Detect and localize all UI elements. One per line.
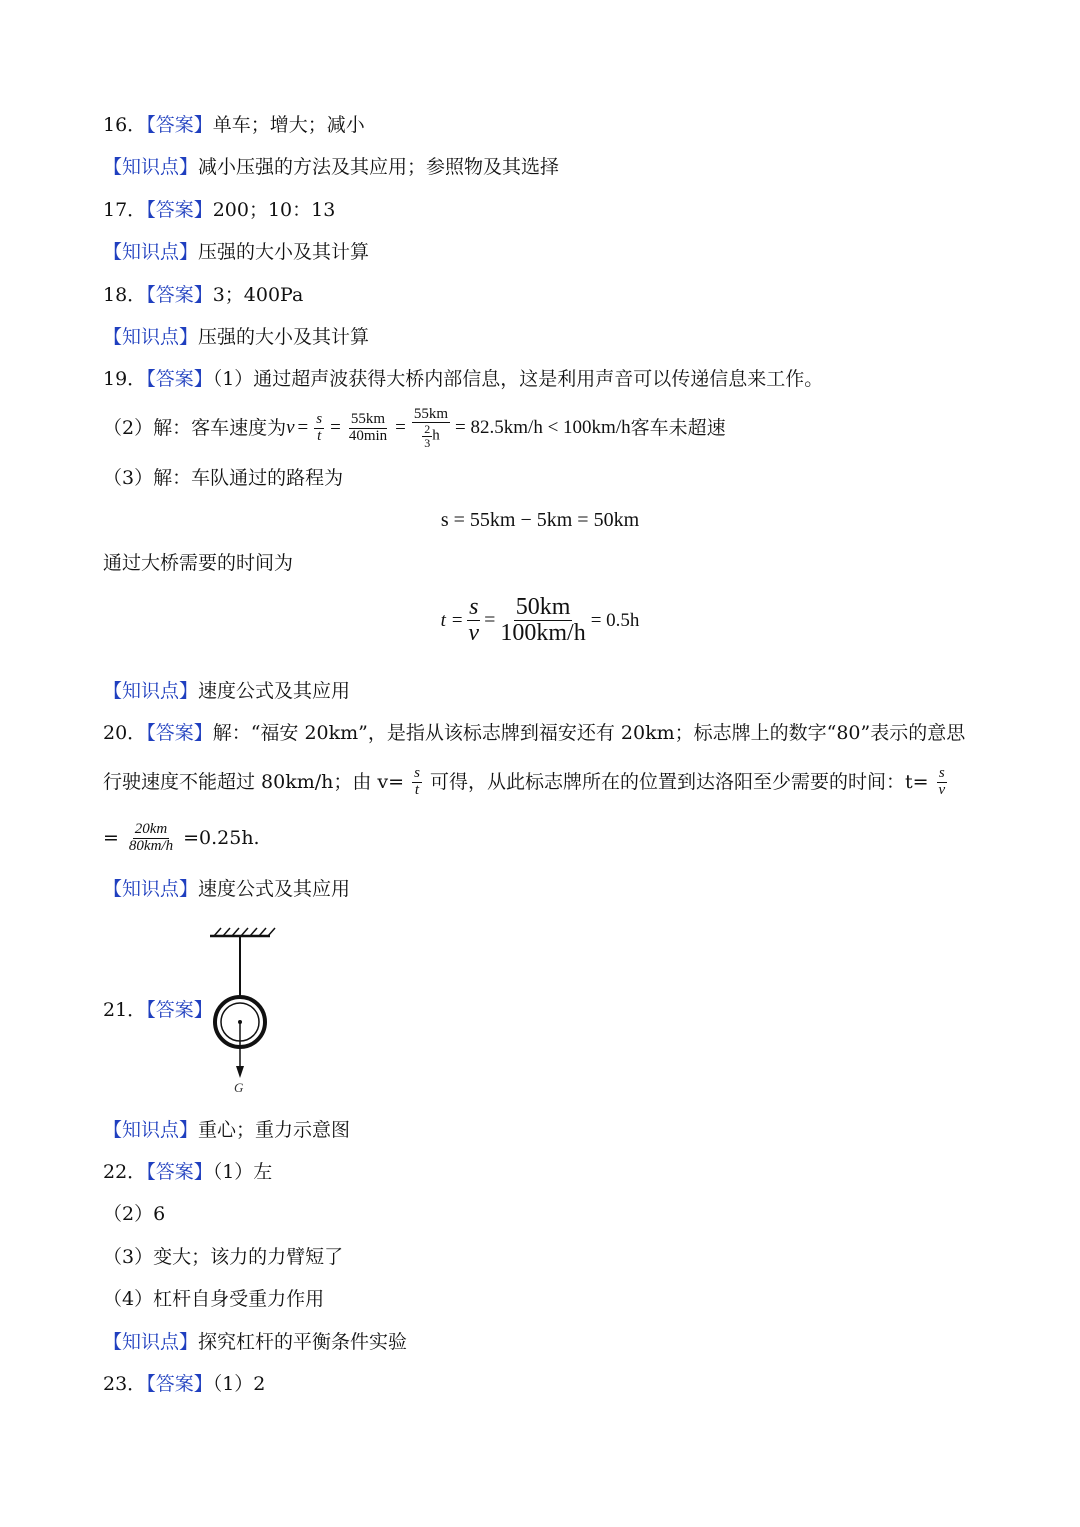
q22-part2: （2）6 — [103, 1203, 166, 1225]
q19-t-lhs: t = — [440, 609, 464, 631]
q18-knowledge: 压强的大小及其计算 — [198, 326, 370, 348]
knowledge-tag: 【知识点】 — [103, 156, 199, 178]
q19-part2-prefix: （2）解：客车速度为 — [103, 417, 287, 439]
q20-frac-v2: v — [938, 781, 946, 798]
answer-tag: 【答案】 — [146, 114, 213, 136]
q19-eq-v: v — [468, 620, 480, 647]
q19-eq-s: s — [469, 594, 479, 620]
q20-s-over-v — [937, 766, 948, 799]
q17-answer: 200；10：13 — [212, 199, 336, 221]
q19-equals-2: = — [330, 417, 341, 438]
q23-answer-line — [103, 1372, 265, 1396]
q19-eq-equals: = — [484, 609, 496, 632]
answer-tag: 【答案】 — [146, 999, 213, 1021]
gravity-label: G — [234, 1080, 244, 1095]
q19-hour-unit: h — [432, 427, 440, 444]
q22-part1: （1）左 — [212, 1161, 273, 1183]
q21-knowledge-line — [103, 1118, 350, 1142]
q20-line3-result: =0.25h. — [183, 827, 260, 849]
q16-answer-line — [103, 113, 365, 137]
q22-knowledge: 探究杠杆的平衡条件实验 — [198, 1331, 408, 1353]
q19-frac2-den — [420, 423, 442, 449]
q20-line2-a: 行驶速度不能超过 80km/h；由 v= — [103, 771, 405, 793]
gravity-arrow-head — [236, 1066, 244, 1078]
q19-part1: （1）通过超声波获得大桥内部信息，这是利用声音可以传递信息来工作。 — [212, 368, 824, 390]
q17-number: 17． — [103, 199, 147, 221]
q19-distance-text: s = 55km − 5km = 50km — [440, 509, 640, 531]
q16-answer: 单车；增大；减小 — [212, 114, 365, 136]
q19-time-line — [103, 551, 293, 575]
q19-eq-50km: 50km — [515, 594, 571, 620]
q17-answer-line — [103, 198, 335, 222]
q20-line2-b: 可得，从此标志牌所在的位置到达洛阳至少需要的时间：t= — [429, 771, 929, 793]
q19-frac-55-2-3h — [412, 407, 450, 450]
q20-knowledge-line — [103, 877, 350, 901]
q19-frac-s: s — [316, 410, 323, 427]
knowledge-tag: 【知识点】 — [103, 241, 199, 263]
q17-knowledge: 压强的大小及其计算 — [198, 241, 370, 263]
q19-frac2-num: 55km — [413, 405, 449, 422]
q19-v-symbol: v — [286, 417, 295, 438]
answer-tag: 【答案】 — [146, 1373, 213, 1395]
q19-distance-equation — [0, 509, 1080, 532]
answer-tag: 【答案】 — [146, 368, 213, 390]
q17-knowledge-line — [103, 240, 369, 264]
q22-part2-line — [103, 1202, 165, 1226]
knowledge-tag: 【知识点】 — [103, 1331, 199, 1353]
q20-frac-s: s — [414, 764, 420, 781]
q21-number: 21． — [103, 999, 147, 1021]
q18-knowledge-line — [103, 325, 369, 349]
q16-knowledge: 减小压强的方法及其应用；参照物及其选择 — [198, 156, 560, 178]
q19-part2-line — [103, 404, 726, 452]
q20-20-over-80 — [127, 822, 175, 855]
q19-time-equation — [0, 595, 1080, 646]
q22-number: 22． — [103, 1161, 147, 1183]
answer-tag: 【答案】 — [146, 722, 213, 744]
answer-tag: 【答案】 — [146, 284, 213, 306]
q19-two-thirds — [422, 423, 432, 449]
q16-number: 16． — [103, 114, 147, 136]
q19-frac-55-40 — [347, 412, 389, 445]
knowledge-tag: 【知识点】 — [103, 326, 199, 348]
q19-three: 3 — [424, 435, 431, 450]
q21-knowledge: 重心；重力示意图 — [198, 1119, 351, 1141]
q19-time-text: 通过大桥需要的时间为 — [103, 552, 294, 574]
q21-answer-line — [103, 998, 213, 1022]
q19-equals: = — [297, 417, 309, 438]
q20-answer-line — [103, 721, 965, 745]
q20-line2 — [103, 762, 950, 802]
knowledge-tag: 【知识点】 — [103, 878, 199, 900]
q18-answer-line — [103, 283, 303, 307]
q23-number: 23． — [103, 1373, 147, 1395]
q18-number: 18． — [103, 284, 147, 306]
q19-frac1-den: 40min — [348, 427, 388, 444]
q19-number: 19． — [103, 368, 147, 390]
q19-50-over-100 — [498, 595, 587, 646]
q20-knowledge: 速度公式及其应用 — [198, 878, 351, 900]
q20-line1: 解：“福安 20km”，是指从该标志牌到福安还有 20km；标志牌上的数字“80”表示的意思 — [212, 722, 966, 744]
q20-number: 20． — [103, 722, 147, 744]
q19-frac-t: t — [317, 427, 322, 444]
q21-gravity-diagram — [200, 920, 280, 1100]
q19-eq-100kmh: 100km/h — [500, 620, 586, 647]
q19-eq-result: = 0.5h — [590, 609, 640, 631]
knowledge-tag: 【知识点】 — [103, 1119, 199, 1141]
q19-part2-suffix: 客车未超速 — [630, 417, 726, 439]
q19-knowledge: 速度公式及其应用 — [198, 680, 351, 702]
q23-part1: （1）2 — [212, 1373, 266, 1395]
q19-equals-3: = — [395, 417, 406, 438]
q22-part3-line — [103, 1245, 343, 1269]
knowledge-tag: 【知识点】 — [103, 680, 199, 702]
q19-part3-line — [103, 466, 343, 490]
q20-frac-80kmh: 80km/h — [128, 837, 174, 854]
q22-part3: （3）变大；该力的力臂短了 — [103, 1246, 344, 1268]
q19-frac1-num: 55km — [350, 410, 386, 427]
q19-knowledge-line — [103, 679, 350, 703]
q22-knowledge-line — [103, 1330, 407, 1354]
q22-answer-line — [103, 1160, 272, 1184]
q22-part4-line — [103, 1287, 324, 1311]
q20-line3 — [103, 818, 260, 858]
q19-result: = 82.5km/h < 100km/h — [455, 417, 631, 438]
q20-line3-eq: = — [103, 827, 119, 849]
q20-s-over-t — [412, 766, 422, 799]
q19-s-over-v — [466, 595, 481, 646]
q16-knowledge-line — [103, 155, 559, 179]
q19-part3: （3）解：车队通过的路程为 — [103, 467, 344, 489]
q20-frac-t: t — [414, 781, 420, 798]
answer-tag: 【答案】 — [146, 1161, 213, 1183]
q19-s-over-t — [314, 412, 324, 445]
q18-answer: 3；400Pa — [212, 284, 304, 306]
q19-answer-line — [103, 367, 823, 391]
q20-frac-s2: s — [938, 764, 945, 781]
q22-part4: （4）杠杆自身受重力作用 — [103, 1288, 325, 1310]
q20-frac-20km: 20km — [134, 820, 168, 837]
q19-two: 2 — [424, 422, 431, 437]
answer-tag: 【答案】 — [146, 199, 213, 221]
